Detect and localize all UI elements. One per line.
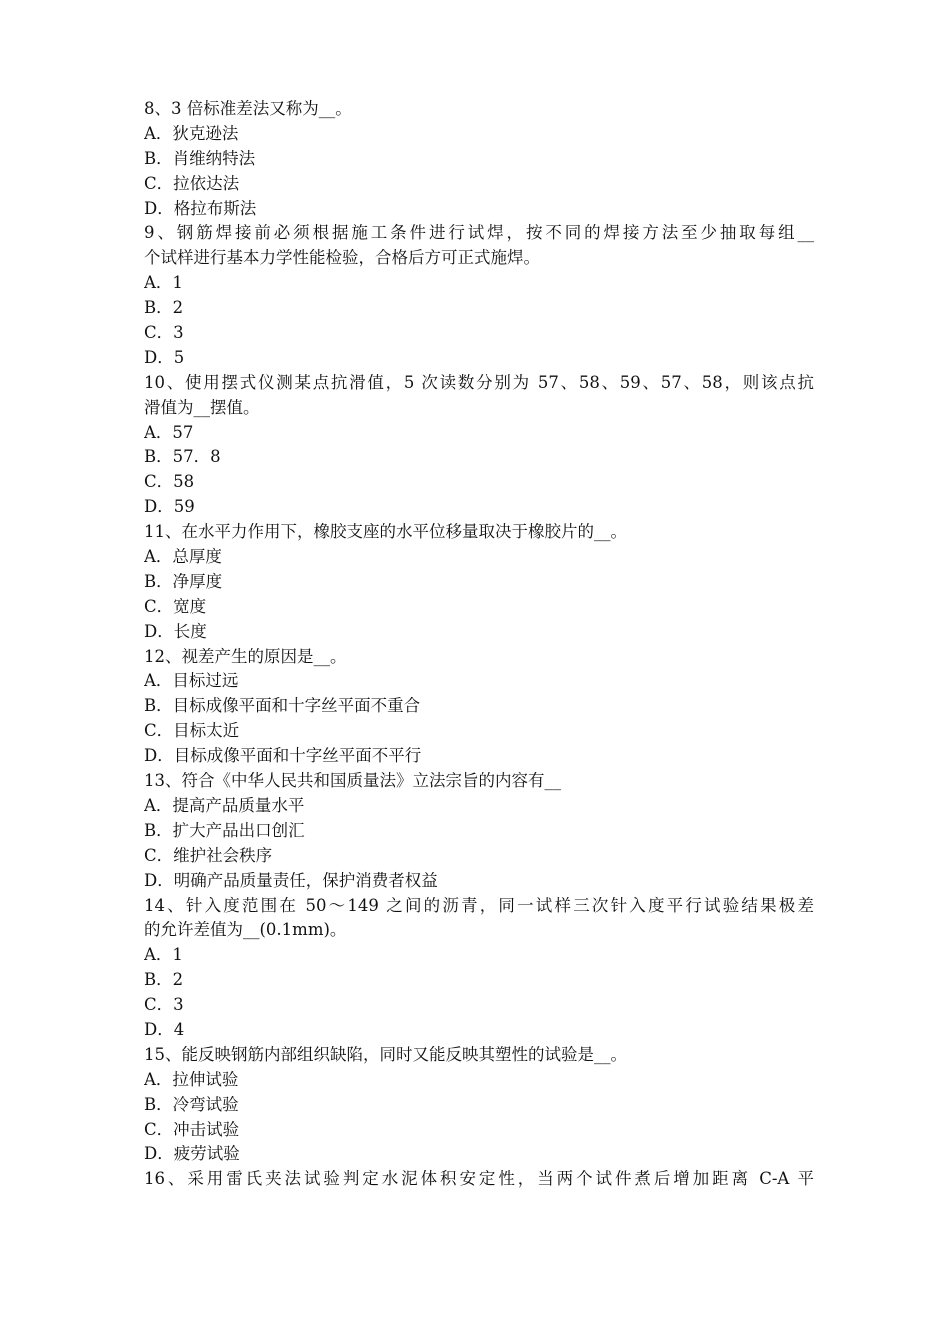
option-a: A．57 <box>144 422 194 442</box>
option-c: C．维护社会秩序 <box>144 845 273 865</box>
question-stem: 9、钢筋焊接前必须根据施工条件进行试焊，按不同的焊接方法至少抽取每组__ <box>144 223 814 243</box>
option-a: A．狄克逊法 <box>144 123 239 143</box>
option-c: C．冲击试验 <box>144 1119 240 1139</box>
option-a: A．目标过远 <box>144 671 239 691</box>
question-stem: 10、使用摆式仪测某点抗滑值，5 次读数分别为 57、58、59、57、58，则该点抗 <box>144 372 814 392</box>
option-d: D．目标成像平面和十字丝平面不平行 <box>144 746 422 766</box>
question-13 <box>144 769 814 893</box>
option-b: B．2 <box>144 970 184 990</box>
option-a: A．总厚度 <box>144 547 222 567</box>
question-stem: 14、针入度范围在 50～149 之间的沥青，同一试样三次针入度平行试验结果极差 <box>144 895 814 915</box>
option-d: D．59 <box>144 497 195 517</box>
question-14 <box>144 894 814 1043</box>
question-11 <box>144 520 814 644</box>
option-c: C．宽度 <box>144 596 207 616</box>
option-c: C．3 <box>144 995 184 1015</box>
option-b: B．2 <box>144 298 184 318</box>
option-b: B．肖维纳特法 <box>144 148 256 168</box>
question-stem-continued: 的允许差值为__(0.1mm)。 <box>144 920 347 940</box>
option-c: C．拉依达法 <box>144 173 240 193</box>
option-a: A．1 <box>144 273 183 293</box>
option-c: C．58 <box>144 472 195 492</box>
option-d: D．疲劳试验 <box>144 1144 240 1164</box>
option-b: B．净厚度 <box>144 571 223 591</box>
option-c: C．目标太近 <box>144 721 240 741</box>
question-10 <box>144 371 814 520</box>
question-stem: 12、视差产生的原因是__。 <box>144 646 347 666</box>
question-stem: 16、采用雷氏夹法试验判定水泥体积安定性，当两个试件煮后增加距离 C-A 平 <box>144 1169 814 1189</box>
option-d: D．5 <box>144 347 185 367</box>
option-d: D．长度 <box>144 621 207 641</box>
question-stem-continued: 个试样进行基本力学性能检验，合格后方可正式施焊。 <box>144 248 540 268</box>
option-b: B．目标成像平面和十字丝平面不重合 <box>144 696 421 716</box>
question-8 <box>144 97 814 221</box>
question-9 <box>144 221 814 370</box>
question-stem: 15、能反映钢筋内部组织缺陷，同时又能反映其塑性的试验是__。 <box>144 1044 627 1064</box>
option-a: A．1 <box>144 945 183 965</box>
option-d: D．明确产品质量责任，保护消费者权益 <box>144 870 438 890</box>
question-stem: 8、3 倍标准差法又称为__。 <box>144 99 352 118</box>
question-stem: 13、符合《中华人民共和国质量法》立法宗旨的内容有__ <box>144 771 561 791</box>
option-b: B．57．8 <box>144 447 221 467</box>
question-15 <box>144 1043 814 1167</box>
option-a: A．提高产品质量水平 <box>144 795 305 815</box>
option-b: B．冷弯试验 <box>144 1094 239 1114</box>
option-a: A．拉伸试验 <box>144 1069 239 1089</box>
option-c: C．3 <box>144 323 184 343</box>
question-12 <box>144 645 814 769</box>
question-stem-continued: 滑值为__摆值。 <box>144 397 260 417</box>
option-b: B．扩大产品出口创汇 <box>144 820 305 840</box>
question-stem: 11、在水平力作用下，橡胶支座的水平位移量取决于橡胶片的__。 <box>144 522 627 542</box>
option-d: D．格拉布斯法 <box>144 198 257 218</box>
question-list <box>144 97 814 1192</box>
option-d: D．4 <box>144 1019 185 1039</box>
question-16 <box>144 1167 814 1192</box>
